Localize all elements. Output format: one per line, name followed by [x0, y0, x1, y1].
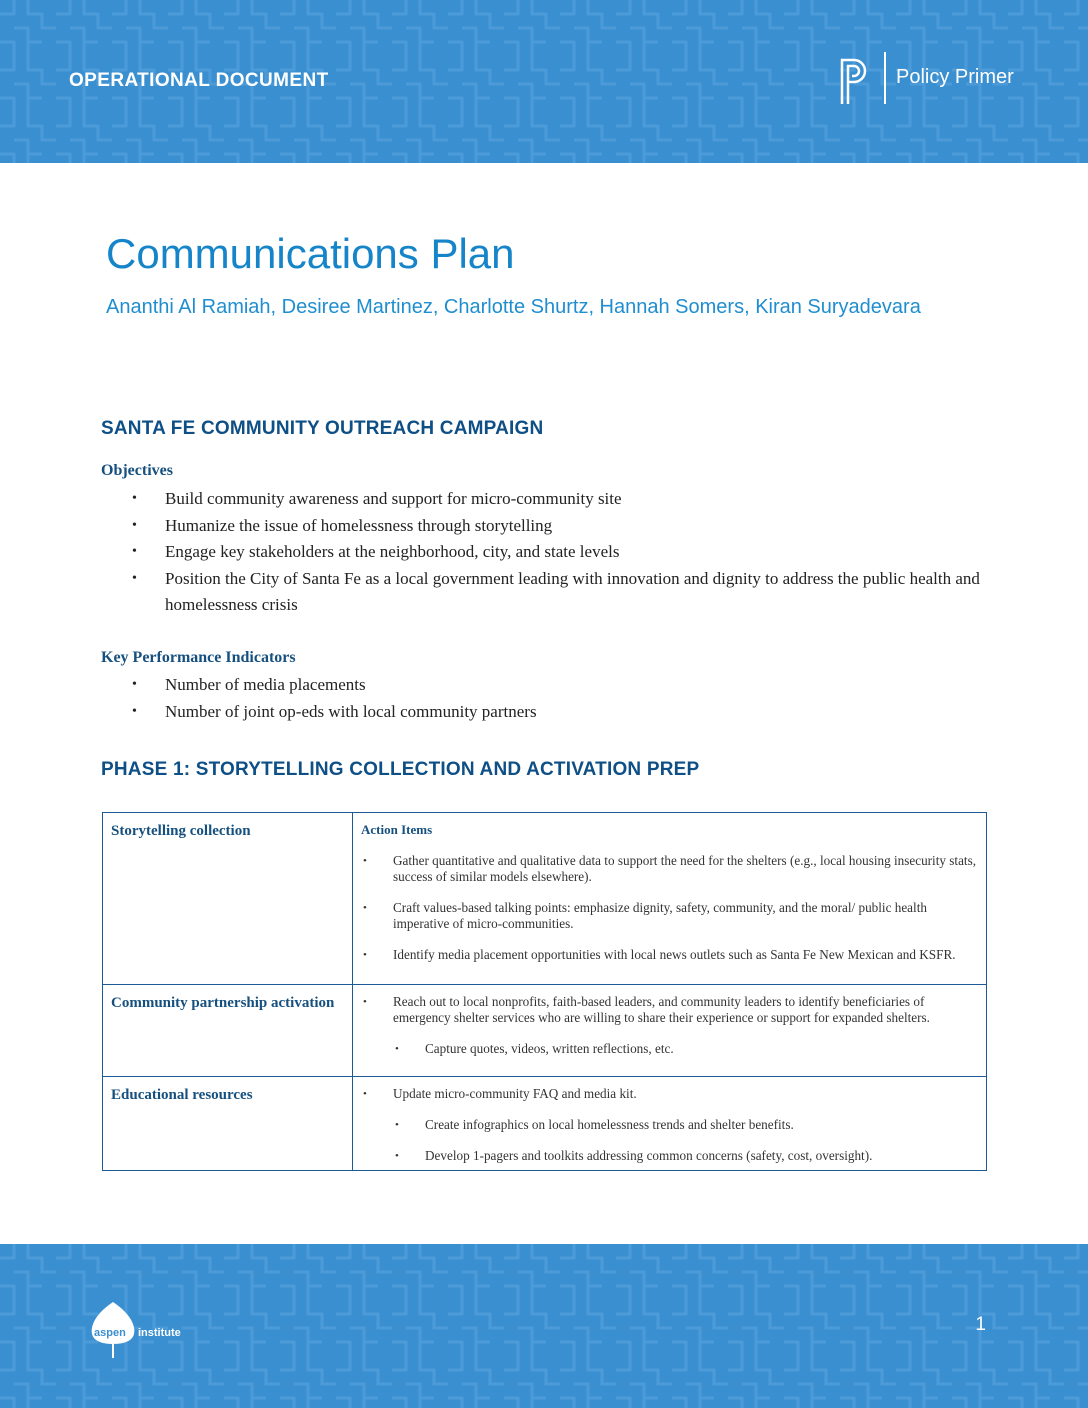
list-item: • Craft values-based talking points: emphasize dignity, safety, community, and the moral/ public health imperative of micro-communities.	[363, 900, 927, 931]
brand-text: Policy Primer	[896, 66, 1014, 88]
row-items	[353, 813, 987, 985]
table-row	[103, 813, 987, 985]
action-items-title: Action Items	[361, 822, 433, 837]
list-item: • Identify media placement opportunities with local news outlets such as Santa Fe New Mexican and KSFR.	[363, 947, 956, 962]
row-label: Community partnership activation	[103, 985, 353, 1077]
row-label: Educational resources	[103, 1077, 353, 1171]
authors: Ananthi Al Ramiah, Desiree Martinez, Charlotte Shurtz, Hannah Somers, Kiran Suryadevara	[106, 296, 921, 318]
row-items	[353, 1077, 987, 1171]
document-type-label: OPERATIONAL DOCUMENT	[69, 70, 329, 91]
svg-text:institute: institute	[138, 1327, 181, 1339]
p-logo-icon	[838, 56, 870, 104]
list-item: • Number of joint op-eds with local community partners	[132, 701, 537, 721]
table-row	[103, 985, 987, 1077]
page-number: 1	[975, 1314, 986, 1335]
phase1-heading: PHASE 1: STORYTELLING COLLECTION AND ACTIVATION PREP	[101, 759, 700, 780]
table-row	[103, 1077, 987, 1171]
footer-band	[0, 1244, 1088, 1408]
list-item: • Position the City of Santa Fe as a local government leading with innovation and dignity to address the public health and homelessness crisis	[132, 568, 980, 614]
aspen-leaf-icon	[88, 1298, 198, 1362]
header-band	[0, 0, 1088, 163]
list-item: • Update micro-community FAQ and media kit.	[363, 1086, 637, 1101]
list-item: • Engage key stakeholders at the neighborhood, city, and state levels	[132, 542, 620, 561]
page-title: Communications Plan	[106, 230, 515, 277]
campaign-heading: SANTA FE COMMUNITY OUTREACH CAMPAIGN	[101, 418, 544, 439]
list-item: • Number of media placements	[132, 675, 366, 694]
objectives-heading: Objectives	[101, 462, 173, 479]
objectives-list	[101, 486, 991, 619]
brand-divider	[884, 52, 886, 104]
list-item: • Reach out to local nonprofits, faith-based leaders, and community leaders to identify beneficiaries of emergency shelter services who are willing to share their experience or support for expanded shelters.	[363, 994, 930, 1025]
svg-text:aspen: aspen	[94, 1327, 126, 1339]
list-item: • Humanize the issue of homelessness through storytelling	[132, 515, 553, 535]
list-item: • Create infographics on local homelessness trends and shelter benefits.	[395, 1117, 794, 1132]
list-item: • Build community awareness and support for micro-community site	[132, 489, 622, 508]
list-item: • Capture quotes, videos, written reflections, etc.	[395, 1041, 674, 1056]
list-item: • Gather quantitative and qualitative data to support the need for the shelters (e.g., local housing insecurity stats, success of similar models elsewhere).	[363, 853, 977, 884]
kpi-list	[101, 672, 991, 725]
row-items	[353, 985, 987, 1077]
phase1-table	[102, 812, 987, 1171]
kpi-heading: Key Performance Indicators	[101, 649, 296, 666]
row-label: Storytelling collection	[103, 813, 353, 985]
list-item: • Develop 1-pagers and toolkits addressing common concerns (safety, cost, oversight).	[395, 1148, 873, 1163]
